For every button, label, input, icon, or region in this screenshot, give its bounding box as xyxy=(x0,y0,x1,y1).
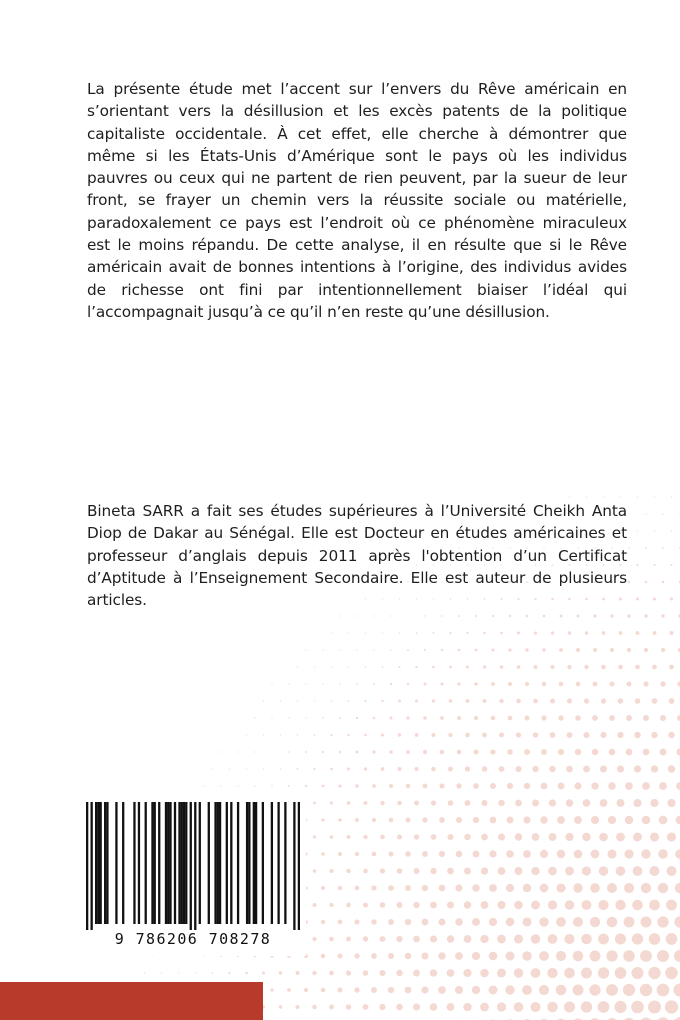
isbn-number: 9 786206 708278 xyxy=(114,930,272,948)
author-bio-text: Bineta SARR a fait ses études supérieures à l’Université Cheikh Anta Diop de Dakar au Sénégal. Elle est Docteur en études américaines et professeur d’anglais depuis 2011 après l'obtention d’un Certificat d’Aptitude à l’Enseignement Secondaire. Elle est auteur de plusieurs articles. xyxy=(87,502,627,610)
book-summary-text: La présente étude met l’accent sur l’envers du Rêve américain en s’orientant vers la désillusion et les excès patents de la politique capitaliste occidentale. À cet effet, elle cherche à démontrer que même si les États-Unis d’Amérique sont le pays où les individus pauvres ou ceux qui ne partent de rien peuvent, par la sueur de leur front, se frayer un chemin vers la réussite sociale ou matérielle, paradoxalement ce pays est l’endroit où ce phénomène miraculeux est le moins répandu. De cette analyse, il en résulte que si le Rêve américain avait de bonnes intentions à l’origine, des individus avides de richesse ont fini par intentionnellement biaiser l’idéal qui l’accompagnait jusqu’à ce qu’il n’en reste qu’une désillusion. xyxy=(87,80,627,321)
barcode-bars xyxy=(86,802,300,930)
isbn-barcode xyxy=(80,796,306,956)
accent-color-band xyxy=(0,982,263,1020)
